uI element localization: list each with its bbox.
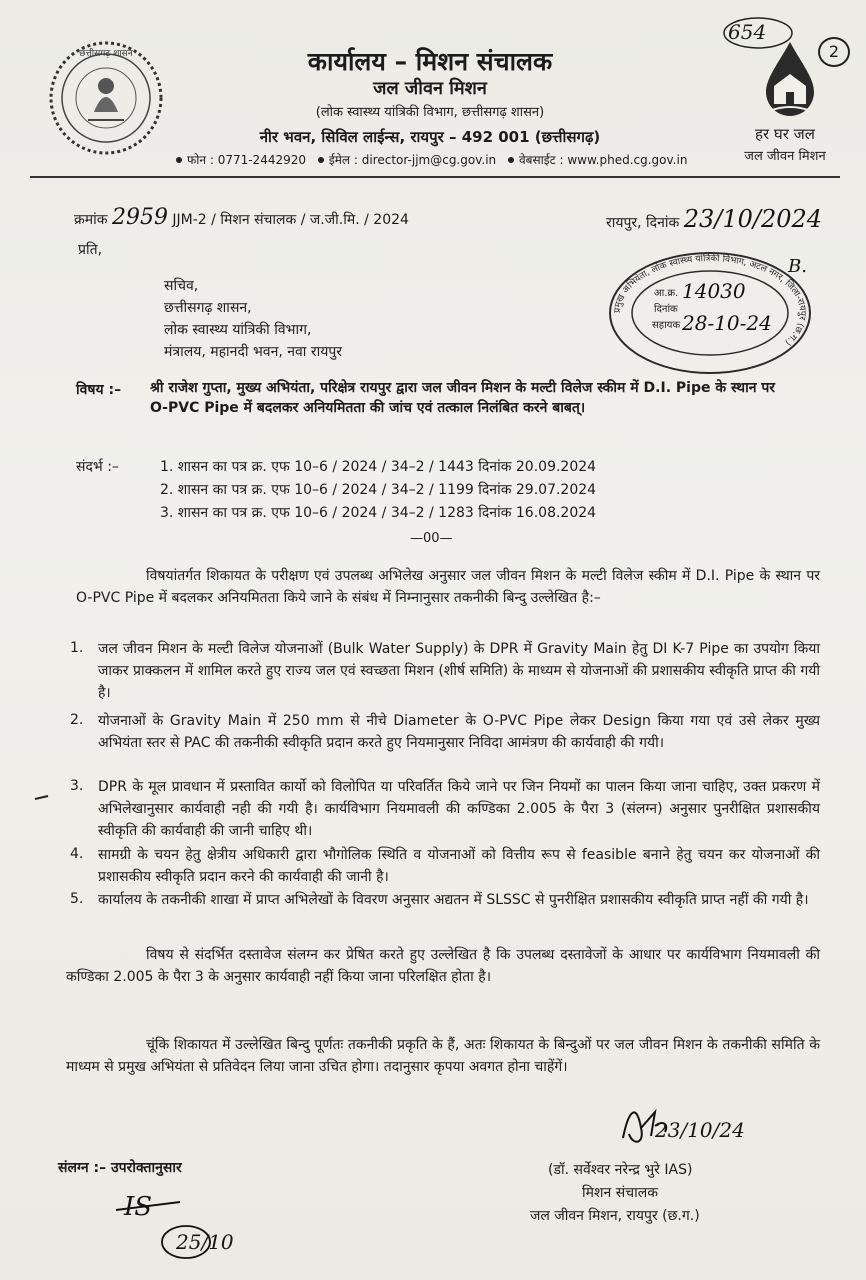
note-date-hand: 25/10 <box>176 1230 234 1254</box>
point-number: 1. <box>70 640 84 656</box>
paragraph-2: विषय से संदर्भित दस्तावेज संलग्न कर प्रेषित करते हुए उल्लेखित है कि उपलब्ध दस्तावेजों के आधार पर कार्यविभाग नियमावली की कण्डिका 2.005 के पैरा 3 के अनुसार कार्यवाही नहीं किया जाना परिलक्षित होता है। <box>66 947 820 985</box>
reference-item: 1. शासन का पत्र क्र. एफ 10–6 / 2024 / 34–2 / 1443 दिनांक 20.09.2024 <box>160 459 597 475</box>
stamp-mark: B. <box>788 256 807 277</box>
contact-line <box>168 151 728 168</box>
point-number: 3. <box>70 778 84 794</box>
signature-date-hand: 23/10/24 <box>655 1118 745 1142</box>
subject-text: श्री राजेश गुप्ता, मुख्य अभियंता, परिक्षेत्र रायपुर द्वारा जल जीवन मिशन के मल्टी विलेज स्कीम में D.I. Pipe के स्थान पर O-PVC Pipe में बदलकर अनियमितता की जांच एवं तत्काल निलंबित करने बाबत्। <box>150 380 776 416</box>
enclosure-line: संलग्न :– उपरोक्तानुसार <box>58 1160 182 1176</box>
addressee-line-3: लोक स्वास्थ्य यांत्रिकी विभाग, <box>164 322 312 338</box>
reference-item: 2. शासन का पत्र क्र. एफ 10–6 / 2024 / 34–2 / 1199 दिनांक 29.07.2024 <box>160 482 597 498</box>
bullet-icon <box>508 157 514 163</box>
office-title: कार्यालय – मिशन संचालक <box>307 47 553 76</box>
signatory-name: (डॉ. सर्वेश्वर नरेन्द्र भुरे IAS) <box>548 1162 693 1178</box>
to-label: प्रति, <box>78 242 103 258</box>
margin-tick-mark <box>35 786 49 792</box>
tagline: हर घर जल <box>755 125 815 143</box>
inward-number-hand: 654 <box>728 20 798 48</box>
website: वेबसाईट : www.phed.cg.gov.in <box>518 153 688 167</box>
office-subtitle: जल जीवन मिशन <box>373 78 487 99</box>
separator: —00— <box>410 531 453 546</box>
addressee-line-2: छत्तीसगढ़ शासन, <box>164 300 252 316</box>
page-number: 2 <box>818 37 850 67</box>
point-number: 5. <box>70 891 84 907</box>
signatory-designation: मिशन संचालक <box>582 1185 658 1201</box>
stamp-sent-date: 28-10-24 <box>682 311 772 335</box>
point-text: DPR के मूल प्रावधान में प्रस्तावित कार्यो को विलोपित या परिवर्तित किये जाने पर जिन नियमों का पालन किया जाना चाहिए, उक्त प्रकरण में अभिलेखानुसार कार्यवाही नही की गयी है। कार्यविभाग नियमावली की कण्डिका 2.005 के पैरा 3 (संलग्न) अनुसार पुनरीक्षित प्रशासकीय स्वीकृति की कार्यवाही की जानी चाहिए थी। <box>98 779 820 839</box>
date-hand: 23/10/2024 <box>683 205 823 233</box>
stamp-sent-label: सहायक <box>652 320 681 331</box>
stamp-date-label: दिनांक <box>654 304 678 315</box>
header-divider <box>30 176 840 178</box>
reference-item: 3. शासन का पत्र क्र. एफ 10–6 / 2024 / 34–2 / 1283 दिनांक 16.08.2024 <box>160 505 597 521</box>
point-text: कार्यालय के तकनीकी शाखा में प्राप्त अभिलेखों के विवरण अनुसार अद्यतन में SLSSC से पुनरीक्षित प्रशासकीय स्वीकृति प्राप्त नहीं की गयी है। <box>98 892 809 908</box>
point-number: 4. <box>70 846 84 862</box>
receipt-stamp <box>600 248 820 378</box>
point-number: 2. <box>70 712 84 728</box>
paragraph-3: चूंकि शिकायत में उल्लेखित बिन्दु पूर्णतः तकनीकी प्रकृति के हैं, अतः शिकायत के बिन्दुओं पर जल जीवन मिशन के तकनीकी समिति के माध्यम से प्रमुख अभियंता से प्रतिवेदन लिया जाना उचित होगा। तदानुसार कृपया अवगत होना चाहेंगें। <box>66 1037 820 1075</box>
initials-hand: IS <box>124 1192 153 1222</box>
signatory-organisation: जल जीवन मिशन, रायपुर (छ.ग.) <box>530 1208 700 1224</box>
addressee-line-1: सचिव, <box>164 278 199 294</box>
point-text: जल जीवन मिशन के मल्टी विलेज योजनाओं (Bulk Water Supply) के DPR में Gravity Main हेतु DI K-7 Pipe का उपयोग किया जाकर प्राक्कलन में शामिल करते हुए राज्य जल एवं स्वच्छता मिशन (शीर्ष समिति) के माध्यम से योजनाओं की प्रशासकीय स्वीकृति प्राप्त की गयी है। <box>98 641 820 701</box>
stamp-ring-text: प्रमुख अभियंता, लोक स्वास्थ्य यांत्रिकी विभाग, अटल नगर, जिला-रायपुर (छ.ग.) <box>612 253 808 348</box>
bullet-icon <box>318 157 324 163</box>
email: ईमेल : director-jjm@cg.gov.in <box>328 153 497 167</box>
date-line: रायपुर, दिनांक 23/10/2024 <box>606 205 823 233</box>
point-text: योजनाओं के Gravity Main में 250 mm से नीचे Diameter के O-PVC Pipe लेकर Design किया गया एवं उसे लेकर मुख्य अभियंता स्तर से PAC की तकनीकी स्वीकृति प्रदान करते हुए नियमानुसार निविदा आमंत्रण की कार्यवाही की गयी। <box>98 713 820 751</box>
seal-caption: छत्तीसगढ़ शासन <box>79 49 133 59</box>
har-ghar-jal-logo-icon <box>748 36 832 120</box>
stamp-inward-number: 14030 <box>682 279 746 303</box>
stamp-inward-label: आ.क्र. <box>654 288 679 299</box>
reference-number-hand: 2959 <box>111 205 168 230</box>
references-list <box>160 456 596 525</box>
reference-line: क्रमांक 2959 JJM-2 / मिशन संचालक / ज.जी.मि. / 2024 <box>74 205 409 230</box>
references-label: संदर्भ :– <box>76 459 119 475</box>
point-text: सामग्री के चयन हेतु क्षेत्रीय अधिकारी द्वारा भौगोलिक स्थिति व योजनाओं को वित्तीय रूप से feasible बनाने हेतु चयन कर योजनाओं की प्रशासकीय स्वीकृति प्रदान करने की कार्यवाही की जानी है। <box>98 847 820 885</box>
addressee-line-4: मंत्रालय, महानदी भवन, नवा रायपुर <box>164 344 343 360</box>
office-address: नीर भवन, सिविल लाईन्स, रायपुर – 492 001 (छत्तीसगढ़) <box>259 128 601 146</box>
subject-label: विषय :– <box>76 382 122 398</box>
bullet-icon <box>176 157 182 163</box>
intro-paragraph: विषयांतर्गत शिकायत के परीक्षण एवं उपलब्ध अभिलेख अनुसार जल जीवन मिशन के मल्टी विलेज स्कीम में D.I. Pipe के स्थान पर O-PVC Pipe में बदलकर अनियमितता किये जाने के संबंध में निम्नानुसार तकनीकी बिन्दु उल्लेखित है:– <box>76 568 820 606</box>
department-name: (लोक स्वास्थ्य यांत्रिकी विभाग, छत्तीसगढ़ शासन) <box>315 105 545 120</box>
phone: फोन : 0771-2442920 <box>187 153 307 167</box>
tagline-sub: जल जीवन मिशन <box>744 149 826 164</box>
